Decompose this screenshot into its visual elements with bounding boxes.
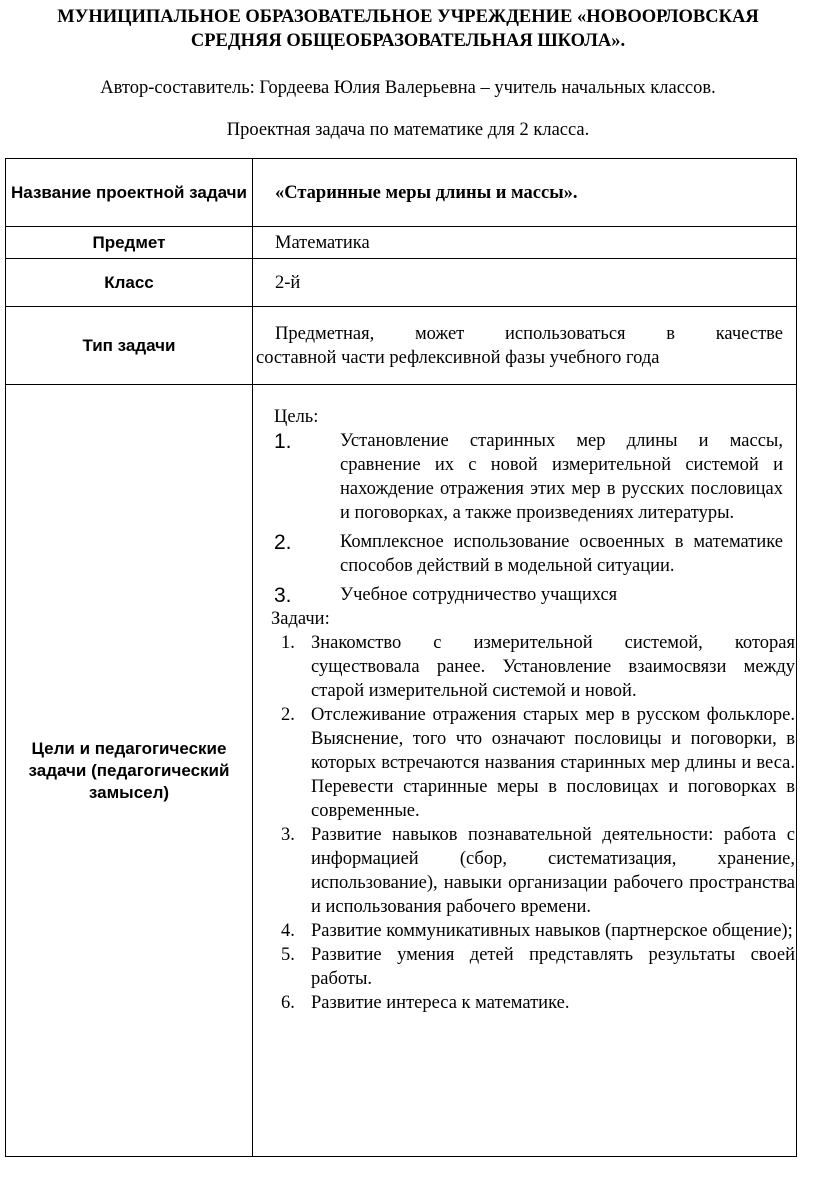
- task-text: Развитие умения детей представлять результаты своей работы.: [311, 945, 795, 989]
- goal-list: [271, 429, 784, 607]
- row-value-title: «Старинные меры длины и массы».: [253, 159, 797, 227]
- goals-heading: Цель:: [274, 407, 319, 427]
- row-value-goals: [253, 385, 797, 1157]
- task-line: Проектная задача по математике для 2 класса.: [226, 120, 590, 140]
- task-list: [271, 631, 795, 1015]
- document-title: [0, 5, 816, 53]
- task-text: Развитие коммуникативных навыков (партнерское общение);: [311, 921, 793, 941]
- table-row: [6, 307, 797, 385]
- task-number: 6.: [281, 993, 295, 1013]
- row-label-task-type: Тип задачи: [6, 307, 253, 385]
- task-text: Развитие интереса к математике.: [311, 993, 570, 1013]
- table-row: [6, 227, 797, 259]
- list-item: [271, 631, 796, 703]
- table-row: [6, 159, 797, 227]
- author-line: Автор-составитель: Гордеева Юлия Валерьевна – учитель начальных классов.: [100, 78, 716, 98]
- project-info-table: [5, 158, 797, 1157]
- task-number: 5.: [281, 945, 295, 965]
- task-number: 2.: [281, 705, 295, 725]
- goal-text: Установление старинных мер длины и массы, сравнение их с новой измерительной системой и нахождение отражения этих мер в русских пословицах и поговорках, а также произведениях литературы.: [340, 431, 783, 523]
- row-value-subject: Математика: [253, 227, 797, 259]
- document-title-line1: МУНИЦИПАЛЬНОЕ ОБРАЗОВАТЕЛЬНОЕ УЧРЕЖДЕНИЕ «НОВООРЛОВСКАЯ: [57, 7, 759, 27]
- task-text: Знакомство с измерительной системой, которая существовала ранее. Установление взаимосвязи между старой измерительной системой и новой.: [311, 633, 795, 701]
- row-label-subject: Предмет: [6, 227, 253, 259]
- row-label-goals: Цели и педагогические задачи (педагогический замысел): [6, 385, 253, 1157]
- row-value-grade: 2-й: [253, 259, 797, 307]
- table-row: [6, 385, 797, 1157]
- row-label-title: Название проектной задачи: [6, 159, 253, 227]
- goal-text: Комплексное использование освоенных в математике способов действий в модельной ситуации.: [340, 532, 783, 576]
- goal-number: 2.: [274, 531, 292, 554]
- goal-number: 1.: [274, 430, 292, 453]
- goal-number: 3.: [274, 584, 292, 607]
- goal-text: Учебное сотрудничество учащихся: [340, 585, 618, 605]
- list-item: [271, 429, 783, 525]
- task-number: 1.: [281, 633, 295, 653]
- task-number: 3.: [281, 825, 295, 845]
- list-item: [271, 919, 796, 943]
- task-text: Отслеживание отражения старых мер в русском фольклоре. Выяснение, того что означают пословицы и поговорки, в которых встречаются названия старинных мер длины и веса. Перевести старинные меры в пословицах и поговорках в современные.: [311, 705, 795, 821]
- tasks-heading: Задачи:: [271, 609, 330, 629]
- table-row: [6, 259, 797, 307]
- task-type-line1: Предметная, может использоваться в качестве: [275, 323, 783, 344]
- list-item: [271, 530, 783, 578]
- list-item: [271, 823, 796, 919]
- task-number: 4.: [281, 921, 295, 941]
- row-label-grade: Класс: [6, 259, 253, 307]
- list-item: [271, 943, 796, 991]
- task-type-line2: составной части рефлексивной фазы учебного года: [256, 347, 660, 368]
- row-value-task-type: [253, 307, 797, 385]
- task-text: Развитие навыков познавательной деятельности: работа с информацией (сбор, систематизация, хранение, использование), навыки организации рабочего пространства и использования рабочего времени.: [311, 825, 795, 917]
- list-item: [271, 703, 796, 823]
- document-title-line2: СРЕДНЯЯ ОБЩЕОБРАЗОВАТЕЛЬНАЯ ШКОЛА».: [190, 31, 626, 51]
- list-item: [271, 583, 783, 607]
- list-item: [271, 991, 796, 1015]
